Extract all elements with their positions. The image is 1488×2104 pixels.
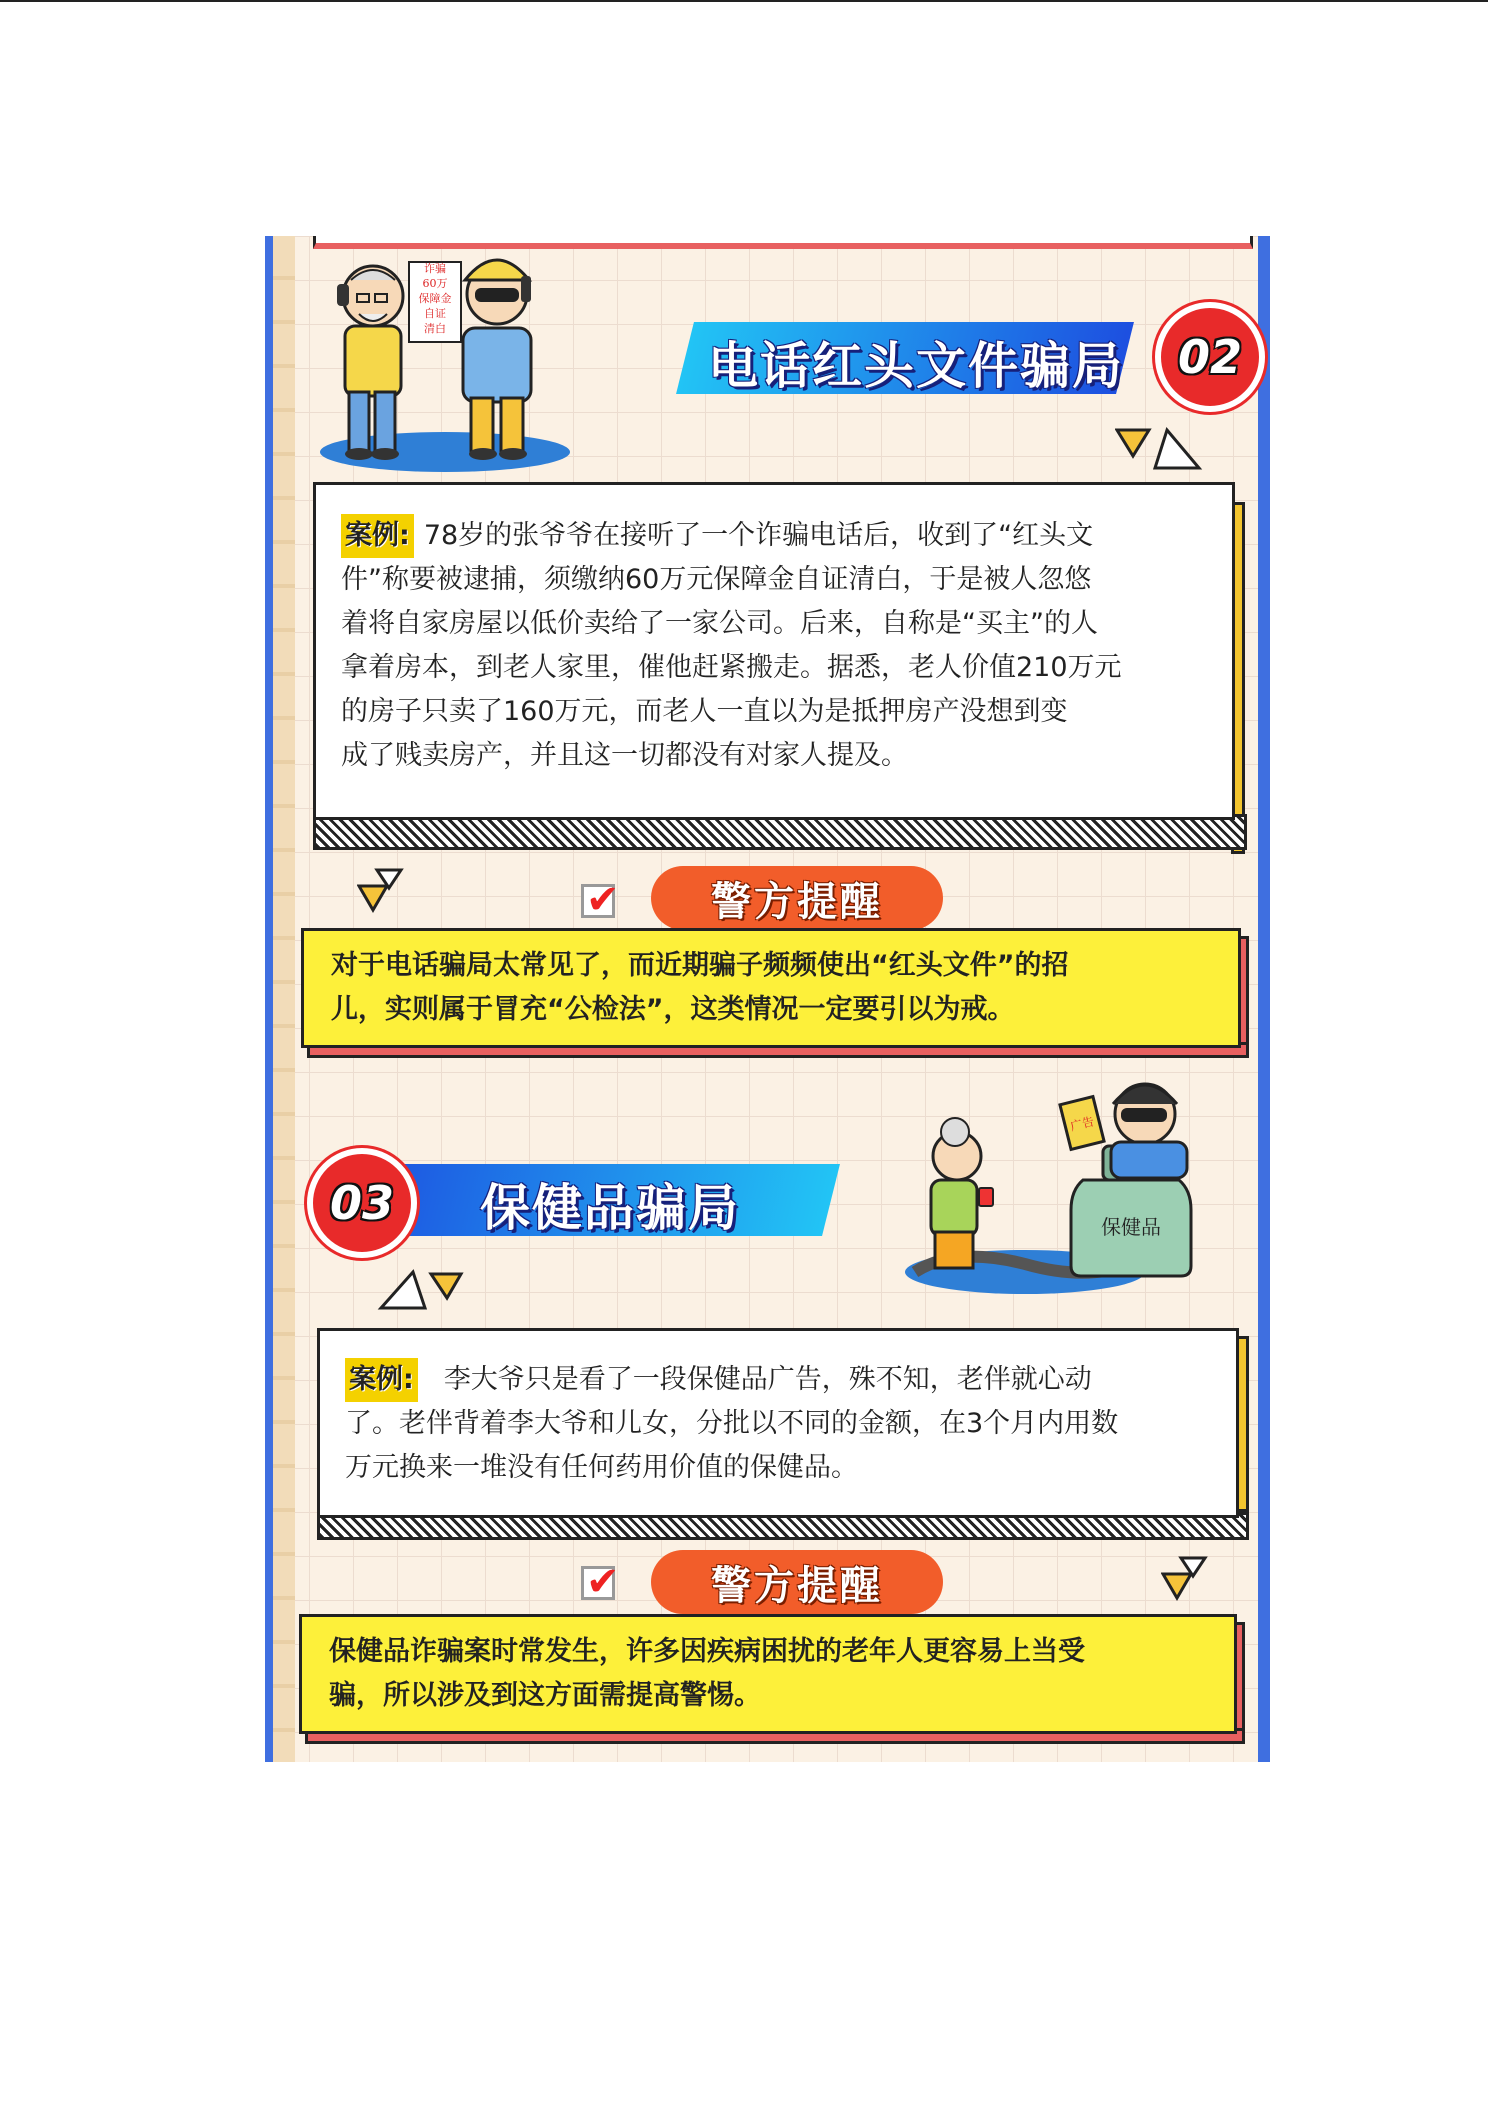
old-man-figure [337,266,403,460]
salesman-figure [1060,1084,1187,1178]
section3-alert-pill: 警方提醒 [651,1550,943,1614]
section2-case-line: 案例: 78岁的张爷爷在接听了一个诈骗电话后，收到了“红头文 [341,514,1221,558]
section2-case-line: 拿着房本，到老人家里，催他赶紧搬走。据悉，老人价值210万元 [341,652,1122,683]
wood-strip [273,236,295,1762]
svg-text:60万: 60万 [422,277,448,290]
poster [265,236,1270,1762]
svg-text:清白: 清白 [424,322,446,335]
poster-right-edge [1258,236,1270,1762]
section3-case-line: 了。老伴背着李大爷和儿女，分批以不同的金额，在3个月内用数 [345,1408,1119,1439]
section2-title: 电话红头文件骗局 [708,337,1124,395]
section2-case-text [341,514,1221,778]
decor-triangles-3 [377,1266,467,1316]
section2-case-line: 着将自家房屋以低价卖给了一家公司。后来，自称是“买主”的人 [341,608,1098,639]
elderly-woman-figure [931,1118,993,1268]
health-product-scam-illustration [875,1076,1235,1306]
section3-case-line: 万元换来一堆没有任何药用价值的保健品。 [345,1452,858,1483]
section3-title: 保健品骗局 [480,1179,740,1237]
section2-number-badge: 02 [1155,302,1265,412]
section2-check-icon: ✔ [581,884,615,918]
svg-text:保障金: 保障金 [418,292,452,305]
section3-case-line: 案例: 李大爷只是看了一段保健品广告，殊不知，老伴就心动 [345,1358,1225,1402]
section2-alert-pill: 警方提醒 [651,866,943,930]
decor-triangles-1 [1115,426,1205,476]
section3-case-text [345,1358,1225,1490]
section2-case-line: 成了贱卖房产，并且这一切都没有对家人提及。 [341,740,908,771]
section3-number-badge: 03 [307,1148,417,1258]
poster-left-edge [265,236,273,1762]
svg-text:保健品: 保健品 [1101,1215,1161,1239]
decor-triangles-2 [357,868,407,918]
page-top-rule [0,0,1488,2]
section2-tip-text: 对于电话骗局太常见了，而近期骗子频频使出“红头文件”的招 儿，实则属于冒充“公检法”，这类情况一定要引以为戒。 [331,950,1069,1025]
svg-text:诈骗: 诈骗 [424,262,446,275]
section3-case-tag: 案例: [345,1358,418,1402]
section3-tip-text: 保健品诈骗案时常发生，许多因疾病困扰的老年人更容易上当受 骗，所以涉及到这方面需提高警惕。 [329,1636,1085,1711]
section2-case-line: 件”称要被逮捕，须缴纳60万元保障金自证清白，于是被人忽悠 [341,564,1092,595]
phone-scam-illustration [315,236,575,476]
section3-check-icon: ✔ [581,1566,615,1600]
svg-text:自证: 自证 [424,307,446,320]
decor-triangles-4 [1161,1556,1211,1606]
section2-case-line: 的房子只卖了160万元，而老人一直以为是抵押房产没想到变 [341,696,1068,727]
scammer-figure [463,260,531,460]
section2-case-tag: 案例: [341,514,414,558]
svg-text:广告: 广告 [1068,1114,1096,1134]
